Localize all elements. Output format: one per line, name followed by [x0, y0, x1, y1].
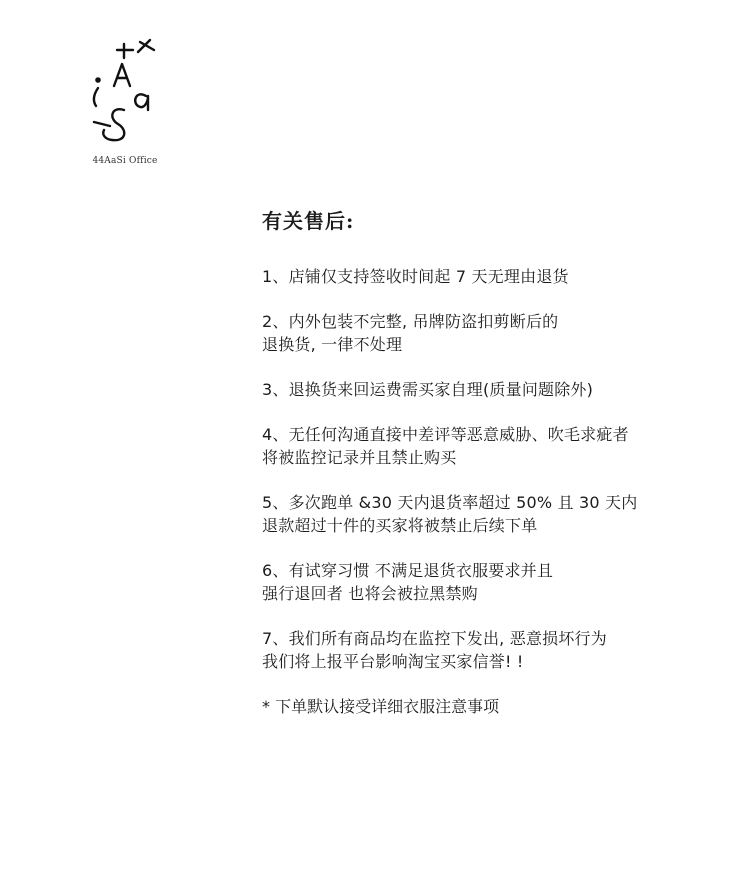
- policy-item: [262, 559, 732, 605]
- policy-line: 3、退换货来回运费需买家自理(质量问题除外): [262, 380, 594, 399]
- policy-line: 4、无任何沟通直接中差评等恶意威胁、吹毛求疵者: [262, 425, 629, 444]
- policy-item: [262, 423, 732, 469]
- policy-line: 我们将上报平台影响淘宝买家信誉! !: [262, 652, 524, 671]
- after-sales-policy: [262, 203, 732, 718]
- brand-caption: 44AaSi Office: [92, 156, 158, 166]
- policy-line: 1、店铺仅支持签收时间起 7 天无理由退货: [262, 267, 569, 286]
- policy-item: [262, 265, 732, 288]
- policy-item: [262, 491, 732, 537]
- policy-line: 5、多次跑单 &30 天内退货率超过 50% 且 30 天内: [262, 493, 638, 512]
- policy-list: [262, 265, 732, 673]
- policy-line: 7、我们所有商品均在监控下发出, 恶意损坏行为: [262, 629, 607, 648]
- policy-note: * 下单默认接受详细衣服注意事项: [262, 697, 500, 716]
- policy-line: 将被监控记录并且禁止购买: [262, 448, 457, 467]
- policy-item: [262, 378, 732, 401]
- policy-item: [262, 310, 732, 356]
- brand-logo: [80, 36, 170, 176]
- policy-line: 退款超过十件的买家将被禁止后续下单: [262, 516, 538, 535]
- policy-line: 2、内外包装不完整, 吊牌防盗扣剪断后的: [262, 312, 559, 331]
- policy-item: [262, 627, 732, 673]
- policy-line: 退换货, 一律不处理: [262, 335, 403, 354]
- policy-title: 有关售后:: [262, 209, 355, 233]
- policy-line: 6、有试穿习惯 不满足退货衣服要求并且: [262, 561, 554, 580]
- policy-line: 强行退回者 也将会被拉黑禁购: [262, 584, 478, 603]
- brand-logo-mark: [84, 36, 164, 148]
